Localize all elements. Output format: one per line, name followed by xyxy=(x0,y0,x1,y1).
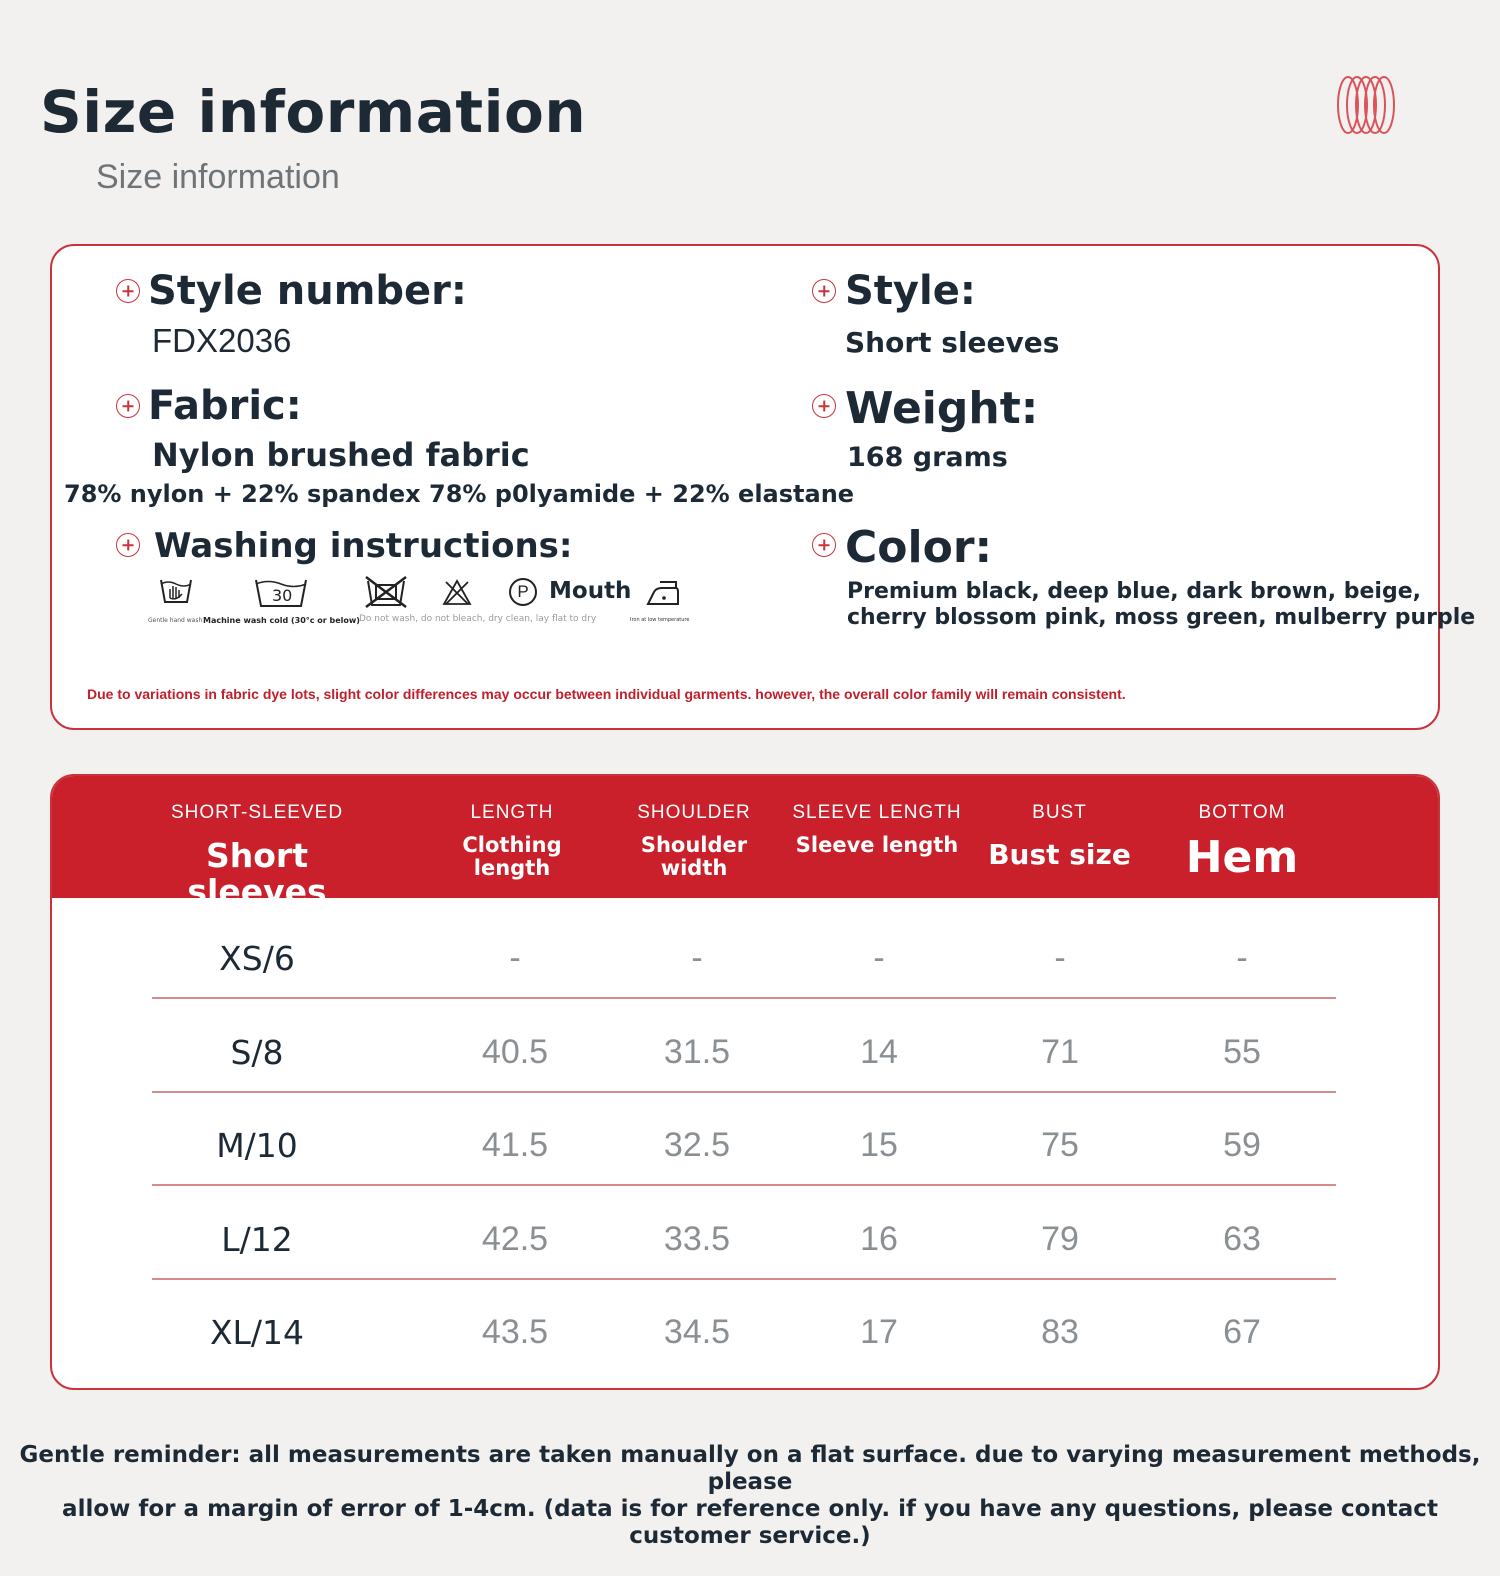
dry-clean-p-icon: P xyxy=(509,578,537,606)
measurement-reminder xyxy=(0,1442,1500,1550)
hand-wash-caption: Gentle hand wash xyxy=(148,617,203,624)
machine-wash-caption: Machine wash cold (30°c or below) xyxy=(203,616,360,625)
measurement-cell: 32.5 xyxy=(663,1126,731,1164)
size-label-cell: M/10 xyxy=(216,1126,298,1165)
plus-circle-icon xyxy=(812,394,836,418)
measurement-cell: - xyxy=(873,939,885,977)
measurement-cell: 59 xyxy=(1223,1126,1261,1164)
hand-wash-icon xyxy=(159,576,193,606)
table-row xyxy=(52,912,1438,1005)
plus-circle-icon xyxy=(812,279,836,303)
plus-circle-icon xyxy=(812,533,836,557)
reminder-line-1: Gentle reminder: all measurements are taken manually on a flat surface. due to varying measurement methods, please xyxy=(19,1442,1481,1495)
weight-value: 168 grams xyxy=(847,442,1008,473)
measurement-cell: 43.5 xyxy=(481,1313,549,1351)
style-value: Short sleeves xyxy=(845,326,1060,359)
table-row xyxy=(52,1006,1438,1099)
style-number-value: FDX2036 xyxy=(152,322,292,359)
measurement-cell: 71 xyxy=(1041,1032,1079,1071)
row-divider xyxy=(152,997,1336,999)
row-divider xyxy=(152,1278,1336,1280)
plus-circle-icon xyxy=(116,279,140,303)
size-label-cell: L/12 xyxy=(221,1219,293,1259)
iron-low-temp-icon xyxy=(646,578,682,608)
style-number-label: Style number: xyxy=(148,268,467,314)
fabric-composition: 78% nylon + 22% spandex 78% p0lyamide + 22% elastane xyxy=(64,480,855,508)
brand-logo-icon xyxy=(1336,74,1396,136)
column-header-length: LENGTH Clothing length xyxy=(462,802,562,881)
measurement-cell: - xyxy=(509,939,521,977)
measurement-cell: 75 xyxy=(1041,1126,1079,1164)
column-header-bust: BUST Bust size xyxy=(988,802,1131,871)
column-header-shoulder: SHOULDER Shoulder width xyxy=(637,802,751,881)
plus-circle-icon xyxy=(116,394,140,418)
measurement-cell: - xyxy=(691,939,703,977)
size-table xyxy=(50,774,1440,1390)
size-table-header xyxy=(52,776,1438,912)
measurement-cell: 17 xyxy=(860,1313,898,1351)
table-row xyxy=(52,1193,1438,1286)
color-line-1: Premium black, deep blue, dark brown, beige, xyxy=(847,579,1421,604)
table-row xyxy=(52,1099,1438,1192)
do-not-bleach-icon xyxy=(442,578,472,606)
row-divider xyxy=(152,1184,1336,1186)
measurement-cell: 14 xyxy=(860,1032,898,1071)
column-header-sleeve-length: SLEEVE LENGTH Sleeve length xyxy=(792,802,962,857)
measurement-cell: 31.5 xyxy=(663,1032,731,1071)
measurement-cell: 15 xyxy=(860,1126,898,1164)
measurement-cell: 55 xyxy=(1223,1032,1261,1071)
column-header-bottom: BOTTOM Hem xyxy=(1185,802,1299,883)
mouth-label: Mouth xyxy=(549,578,632,604)
page-subtitle: Size information xyxy=(96,158,340,196)
measurement-cell: 16 xyxy=(860,1219,898,1258)
color-label: Color: xyxy=(845,522,993,573)
measurement-cell: - xyxy=(1236,939,1248,977)
measurement-cell: 83 xyxy=(1041,1313,1079,1351)
measurement-cell: 34.5 xyxy=(663,1313,731,1351)
size-label-cell: S/8 xyxy=(230,1032,284,1072)
reminder-line-2: allow for a margin of error of 1-4cm. (data is for reference only. if you have any questions, please contact customer service.) xyxy=(62,1496,1438,1549)
wash-temperature: 30 xyxy=(272,586,293,605)
measurement-cell: 33.5 xyxy=(663,1219,731,1258)
fabric-value: Nylon brushed fabric xyxy=(152,436,530,474)
color-line-2: cherry blossom pink, moss green, mulberry purple xyxy=(847,605,1476,630)
page-title: Size information xyxy=(40,78,587,146)
weight-label: Weight: xyxy=(845,383,1039,434)
do-not-wash-icon xyxy=(362,575,410,609)
do-not-wash-caption: Do not wash, do not bleach, dry clean, lay flat to dry xyxy=(359,614,597,624)
size-label-cell: XS/6 xyxy=(219,939,295,978)
measurement-cell: 41.5 xyxy=(481,1126,549,1164)
table-row xyxy=(52,1286,1438,1379)
row-divider xyxy=(152,1091,1336,1093)
product-info-card xyxy=(50,244,1476,730)
fabric-label: Fabric: xyxy=(148,383,302,429)
measurement-cell: 67 xyxy=(1223,1313,1261,1351)
washing-label: Washing instructions: xyxy=(154,526,573,566)
measurement-cell: 42.5 xyxy=(481,1219,549,1258)
measurement-cell: 40.5 xyxy=(481,1032,549,1071)
iron-caption: Iron at low temperature xyxy=(630,617,690,623)
style-label: Style: xyxy=(845,268,976,314)
measurement-cell: - xyxy=(1054,939,1066,977)
size-label-cell: XL/14 xyxy=(209,1313,305,1352)
plus-circle-icon xyxy=(116,533,140,557)
measurement-cell: 63 xyxy=(1223,1219,1261,1258)
column-header-size: SHORT-SLEEVED Short sleeves xyxy=(170,802,344,912)
measurement-cell: 79 xyxy=(1041,1219,1079,1258)
color-variation-note: Due to variations in fabric dye lots, slight color differences may occur between individual garments. however, the overall color family will remain consistent. xyxy=(87,686,1126,702)
